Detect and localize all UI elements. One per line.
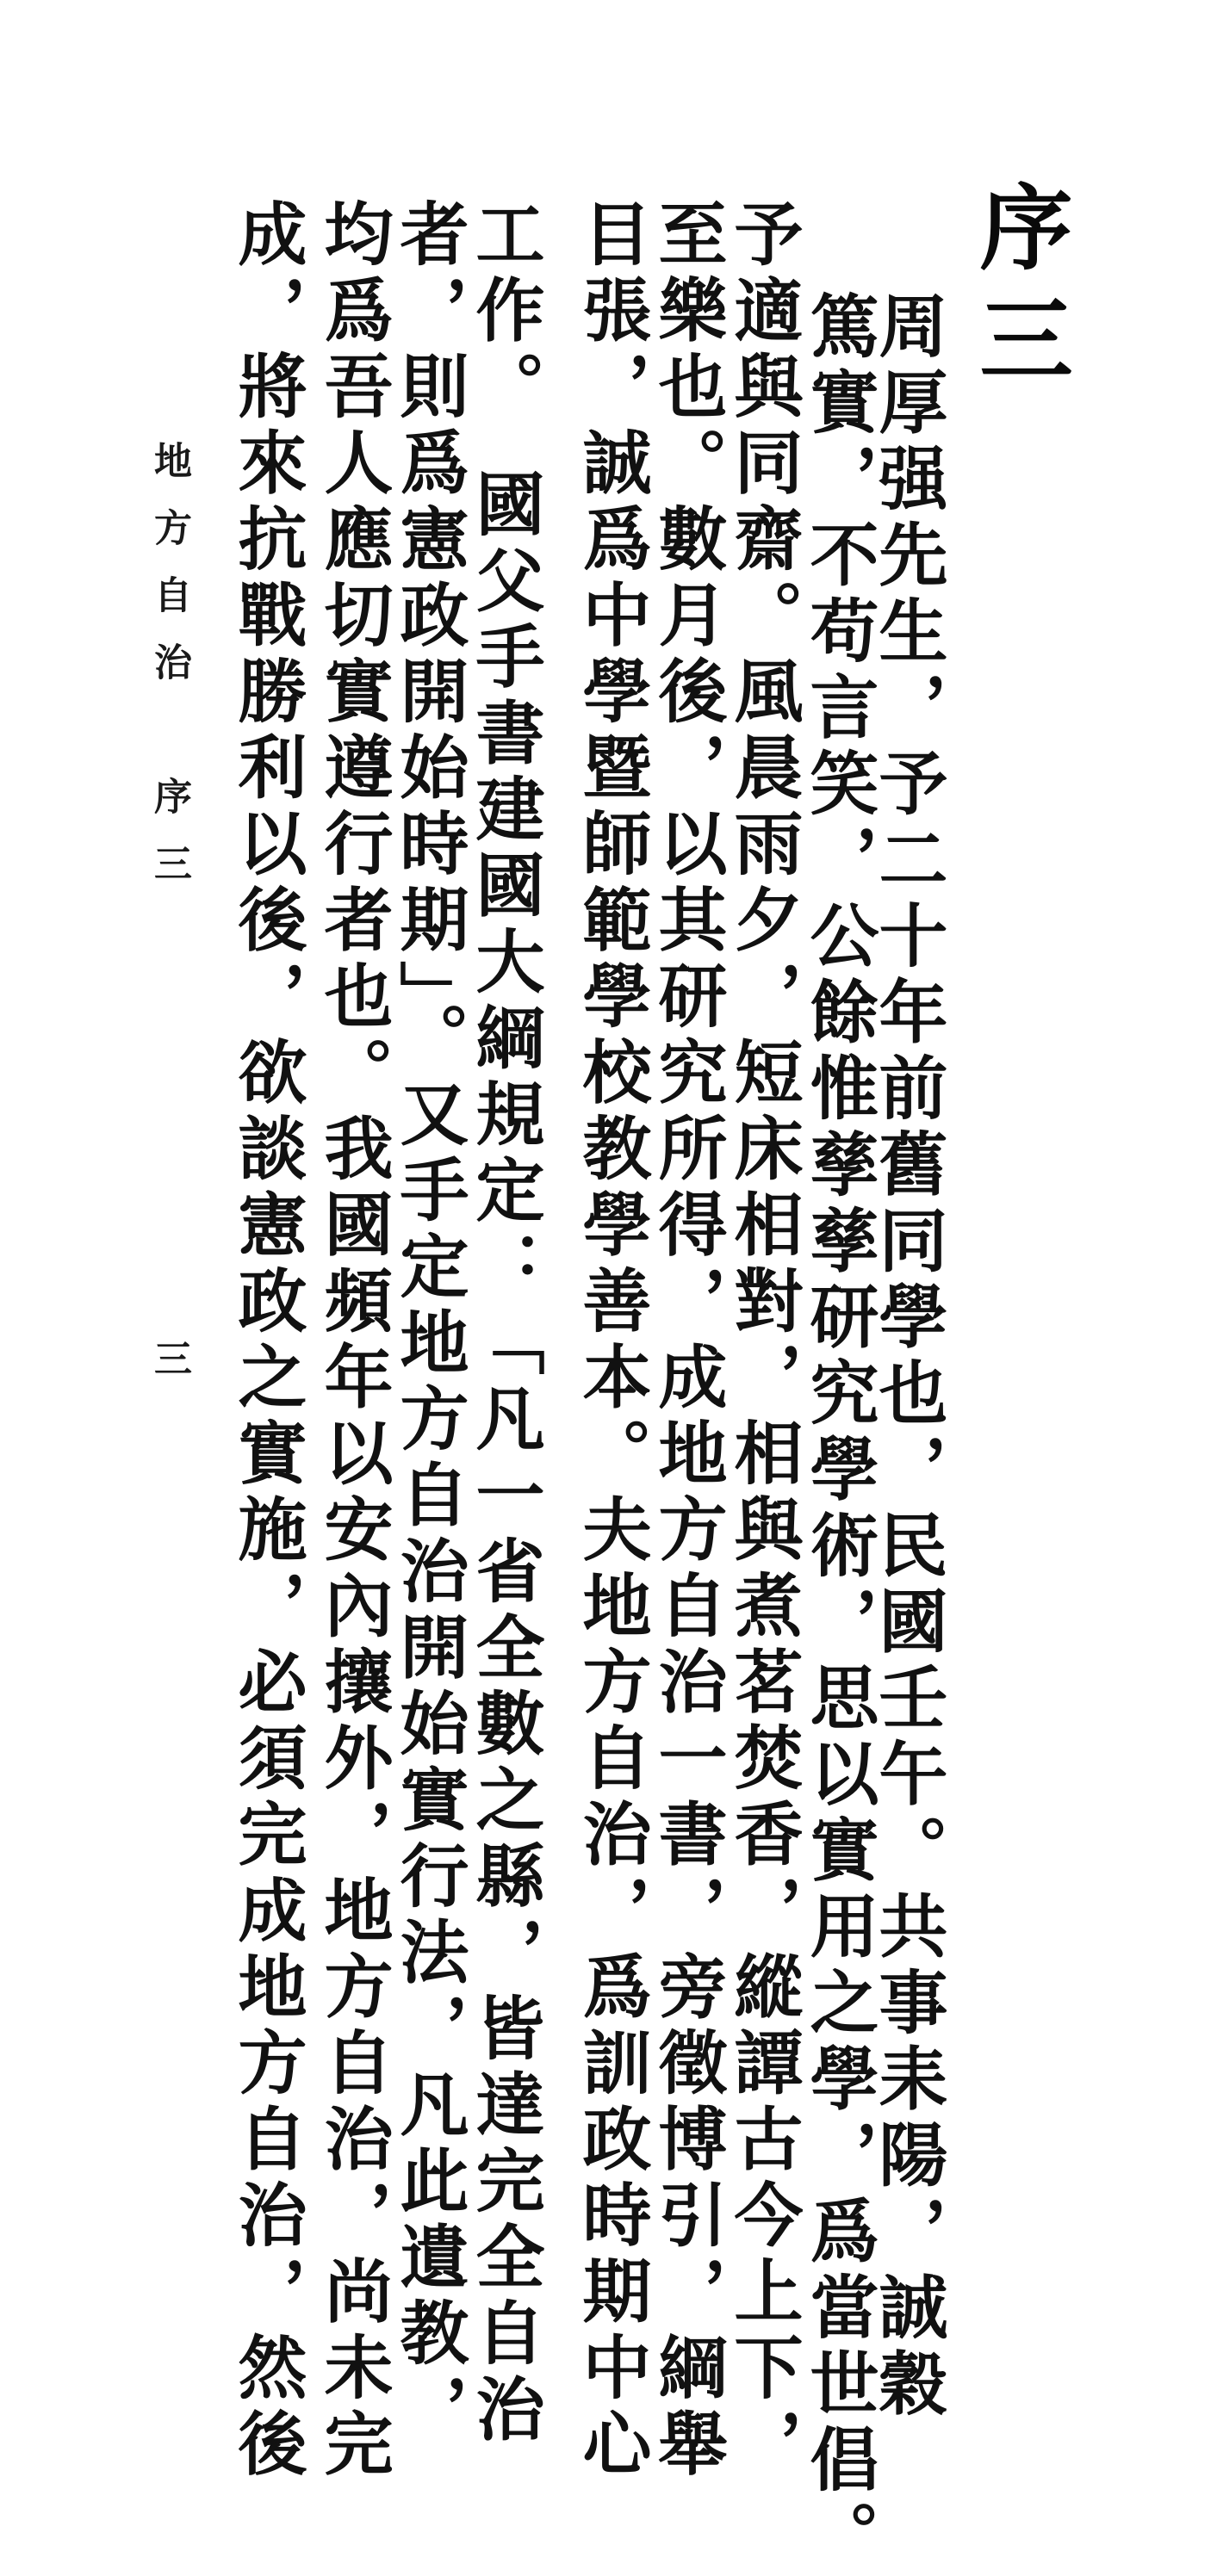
paragraph-line: 周厚强先生，予二十年前舊同學也，民國壬午。共事耒陽，誠穀 — [867, 290, 948, 2424]
paragraph-line: 均爲吾人應切實遵行者也。我國頻年以安內攘外，地方自治，尚未完 — [313, 198, 394, 2484]
paragraph-line: 予適與同齋。風晨雨夕，短床相對，相與煮茗焚香，縱譚古今上下， — [723, 198, 804, 2484]
page-number: 三 — [147, 1339, 191, 1377]
preface-title: 序三 — [964, 179, 1072, 403]
paragraph-line: 至樂也。數月後，以其研究所得，成地方自治一書，旁徵博引，綱舉 — [647, 198, 728, 2484]
running-head: 地方自治 序三 — [147, 441, 191, 911]
paragraph-line: 篤實，不苟言笑，公餘惟孳孳研究學術，思以實用之學，爲當世倡。 — [798, 290, 879, 2576]
paragraph-line: 工作。 國父手書建國大綱規定：「凡一省全數之縣，皆達完全自治 — [464, 198, 545, 2449]
paragraph-line: 者，則爲憲政開始時期」。又手定地方自治開始實行法，凡此遺教， — [388, 198, 469, 2449]
paragraph-line: 目張，誠爲中學暨師範學校教學善本。夫地方自治，爲訓政時期中心 — [571, 198, 652, 2484]
paragraph-line: 成，將來抗戰勝利以後，欲談憲政之實施，必須完成地方自治，然後 — [227, 198, 307, 2484]
